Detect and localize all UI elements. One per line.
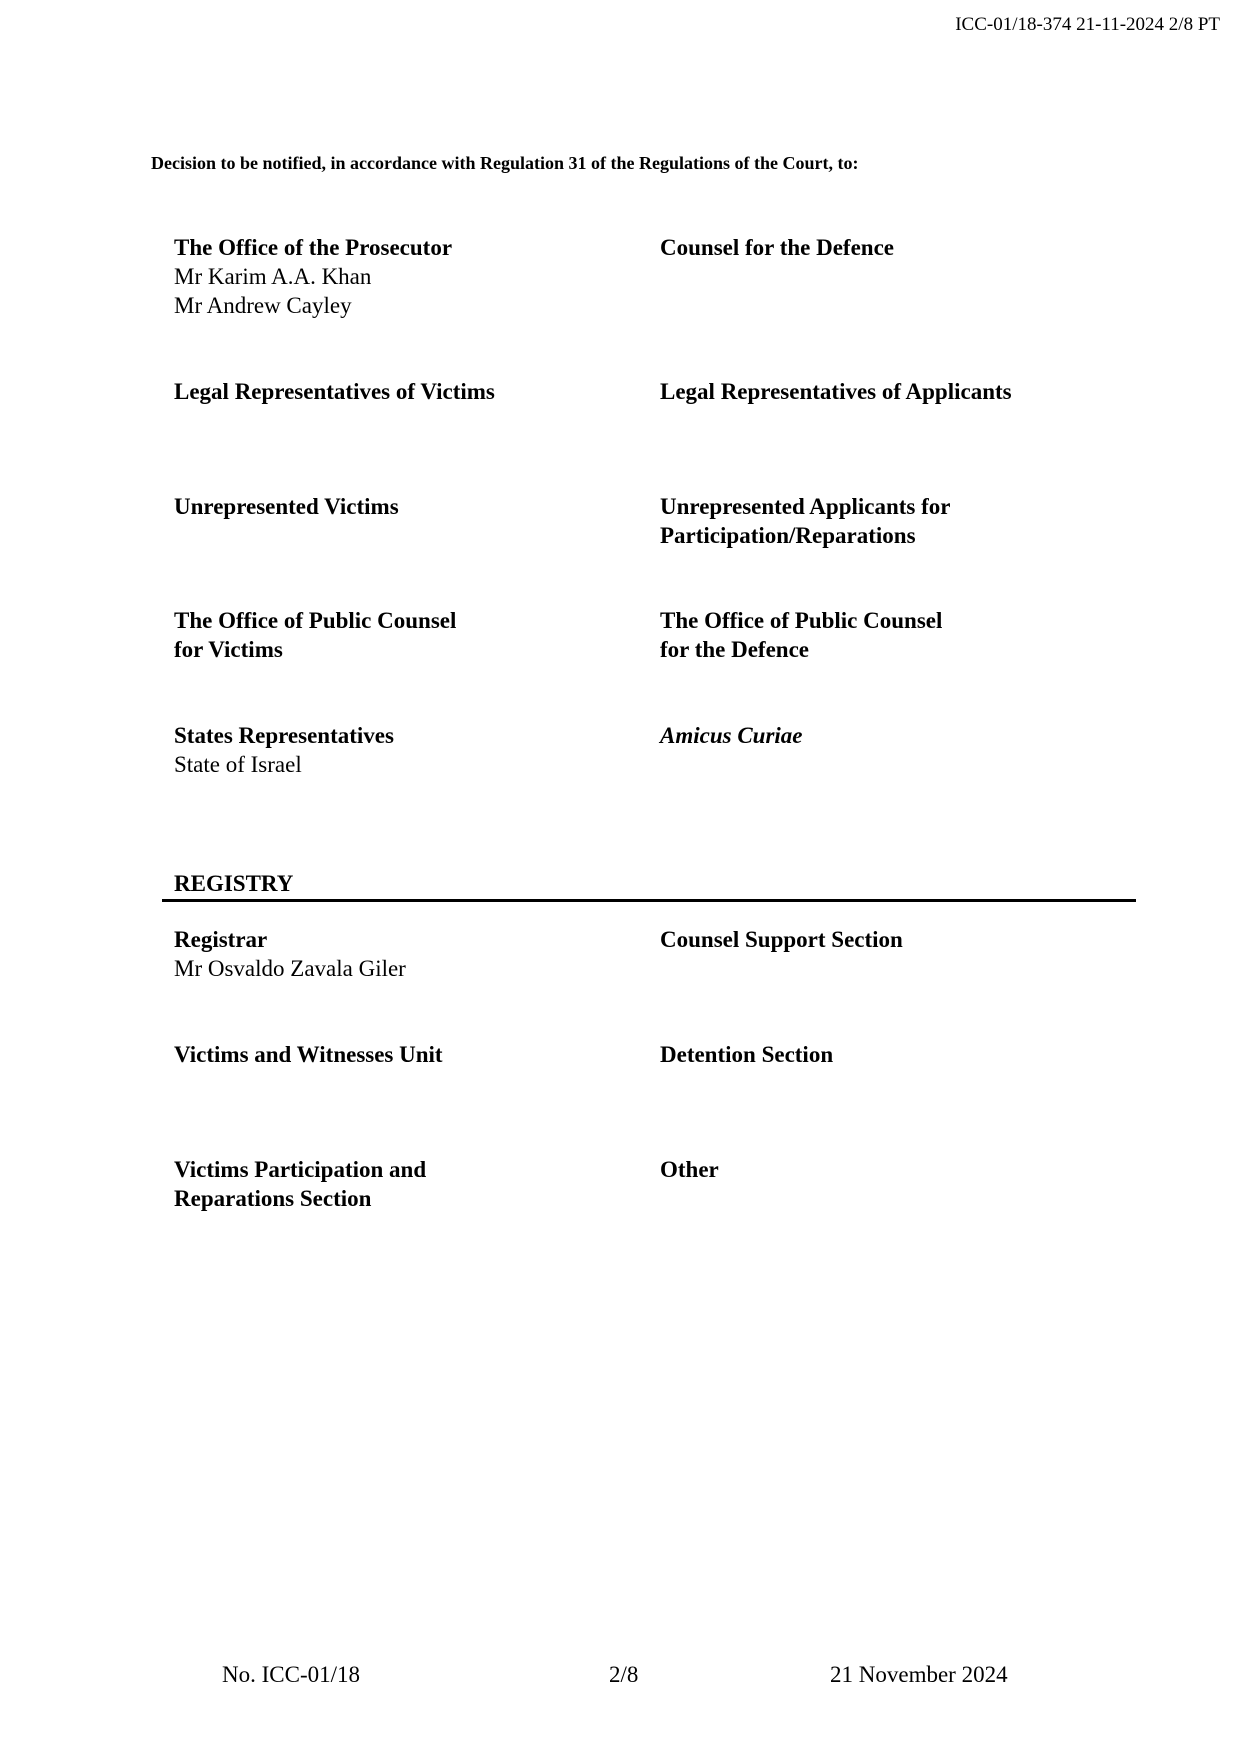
recipient-title: Detention Section [660, 1042, 834, 1067]
recipient-name: Mr Andrew Cayley [174, 293, 352, 318]
recipient-title: Counsel for the Defence [660, 235, 894, 260]
recipient-title: Victims and Witnesses Unit [174, 1042, 443, 1067]
recipient-name: Mr Karim A.A. Khan [174, 264, 372, 289]
recipient-opcd [660, 606, 942, 664]
recipient-title-line: for the Defence [660, 637, 810, 662]
recipient-prosecutor [174, 233, 452, 320]
recipient-title: Unrepresented Victims [174, 494, 399, 519]
recipient-title: Legal Representatives of Victims [174, 379, 495, 404]
registry-other [660, 1155, 719, 1184]
document-reference: ICC-01/18-374 21-11-2024 2/8 PT [955, 14, 1220, 35]
registry-registrar [174, 925, 406, 983]
recipient-unrepresented-applicants [660, 492, 951, 550]
recipient-title-line: Participation/Reparations [660, 523, 916, 548]
footer-page-number: 2/8 [609, 1662, 639, 1687]
recipient-legal-rep-victims [174, 377, 495, 406]
recipient-title-line: Victims Participation and [174, 1157, 427, 1182]
registry-divider [162, 899, 1136, 902]
recipient-name: Mr Osvaldo Zavala Giler [174, 956, 406, 981]
recipient-title-line: Reparations Section [174, 1186, 372, 1211]
recipient-title: Amicus Curiae [660, 723, 803, 748]
recipient-title: Legal Representatives of Applicants [660, 379, 1012, 404]
recipient-title: The Office of the Prosecutor [174, 235, 453, 260]
registry-detention [660, 1040, 833, 1069]
recipient-unrepresented-victims [174, 492, 399, 521]
recipient-title: Registrar [174, 927, 268, 952]
registry-vwu [174, 1040, 443, 1069]
notification-intro: Decision to be notified, in accordance with Regulation 31 of the Regulations of the Court, to: [151, 153, 859, 173]
recipient-title: States Representatives [174, 723, 394, 748]
registry-heading: REGISTRY [174, 871, 294, 896]
recipient-opcv [174, 606, 456, 664]
recipient-amicus-curiae [660, 721, 803, 750]
recipient-title: Other [660, 1157, 719, 1182]
recipient-legal-rep-applicants [660, 377, 1012, 406]
recipient-title-line: Unrepresented Applicants for [660, 494, 951, 519]
registry-vprs [174, 1155, 426, 1213]
recipient-states-representatives [174, 721, 394, 779]
recipient-title-line: The Office of Public Counsel [660, 608, 943, 633]
recipient-title-line: The Office of Public Counsel [174, 608, 457, 633]
recipient-name: State of Israel [174, 752, 302, 777]
recipient-title: Counsel Support Section [660, 927, 903, 952]
registry-counsel-support [660, 925, 903, 954]
footer-case-number: No. ICC-01/18 [222, 1662, 360, 1687]
footer-date: 21 November 2024 [830, 1662, 1008, 1687]
recipient-defence-counsel [660, 233, 894, 262]
recipient-title-line: for Victims [174, 637, 283, 662]
